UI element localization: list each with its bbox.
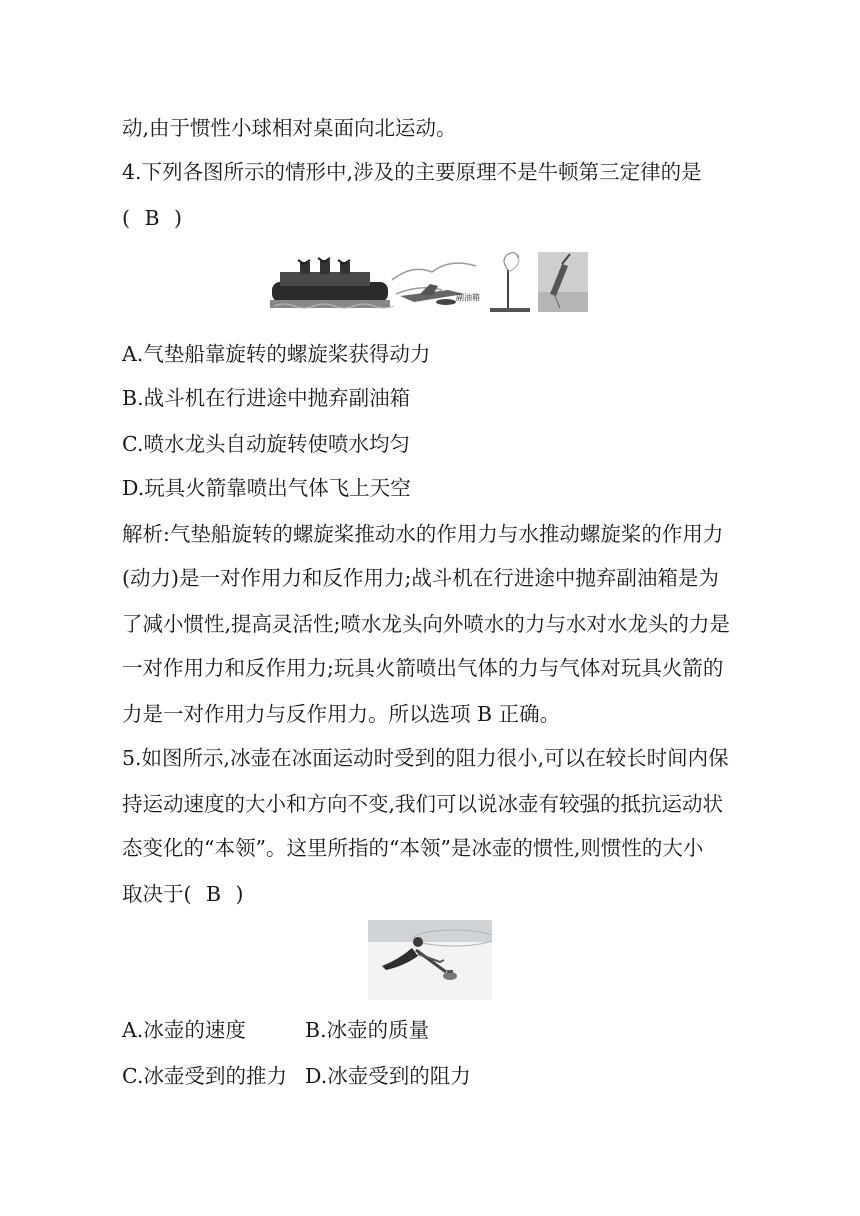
q4-figures xyxy=(270,250,590,316)
curling-image xyxy=(368,920,492,1000)
q5-paren-close: ) xyxy=(235,882,244,906)
q4-answer: B xyxy=(144,206,160,230)
q5-stem-end: 取决于( xyxy=(122,882,192,906)
hovercraft-image xyxy=(270,258,394,308)
q5-stem-line-3: 态变化的“本领”。这里所指的“本领”是冰壶的惯性,则惯性的大小 xyxy=(122,836,704,860)
q5-answer-line xyxy=(122,880,244,908)
curling-image-svg xyxy=(368,920,492,1000)
q5-option-b: B.冰壶的质量 xyxy=(305,1018,430,1042)
q4-analysis-line-5: 力是一对作用力与反作用力。所以选项 B 正确。 xyxy=(122,702,561,726)
q4-paren-open: ( xyxy=(122,206,130,230)
q5-options-row-1 xyxy=(122,1016,429,1044)
q5-options-row-2 xyxy=(122,1062,471,1090)
q5-option-c: C.冰壶受到的推力 xyxy=(122,1064,287,1088)
q4-analysis-line-1: 解析:气垫船旋转的螺旋桨推动水的作用力与水推动螺旋桨的作用力 xyxy=(122,522,724,546)
q4-analysis-line-4: 一对作用力和反作用力;玩具火箭喷出气体的力与气体对玩具火箭的 xyxy=(122,656,724,680)
q4-option-c: C.喷水龙头自动旋转使喷水均匀 xyxy=(122,432,410,456)
q4-answer-line xyxy=(122,204,182,232)
q4-analysis-line-2: (动力)是一对作用力和反作用力;战斗机在行进途中抛弃副油箱是为 xyxy=(122,566,719,590)
q4-option-d: D.玩具火箭靠喷出气体飞上天空 xyxy=(122,476,411,500)
q4-paren-close: ) xyxy=(174,206,182,230)
q4-stem: 4.下列各图所示的情形中,涉及的主要原理不是牛顿第三定律的是 xyxy=(122,160,702,184)
sprinkler-image xyxy=(490,253,530,312)
q4-figures-svg xyxy=(270,250,590,316)
q5-option-a: A.冰壶的速度 xyxy=(122,1018,246,1042)
q4-option-b: B.战斗机在行进途中抛弃副油箱 xyxy=(122,386,411,410)
q4-option-a: A.气垫船靠旋转的螺旋桨获得动力 xyxy=(122,342,431,366)
q4-analysis-line-3: 了减小惯性,提高灵活性;喷水龙头向外喷水的力与水对水龙头的力是 xyxy=(122,612,730,636)
toy-rocket-image xyxy=(538,252,588,312)
q5-option-d: D.冰壶受到的阻力 xyxy=(305,1064,471,1088)
q5-stem-line-2: 持运动速度的大小和方向不变,我们可以说冰壶有较强的抵抗运动状 xyxy=(122,792,724,816)
drop-tank-label: 副油箱 xyxy=(456,293,480,302)
q5-stem-line-1: 5.如图所示,冰壶在冰面运动时受到的阻力很小,可以在较长时间内保 xyxy=(122,746,729,770)
q5-answer: B xyxy=(205,882,222,906)
q3-tail-text: 动,由于惯性小球相对桌面向北运动。 xyxy=(122,116,457,140)
